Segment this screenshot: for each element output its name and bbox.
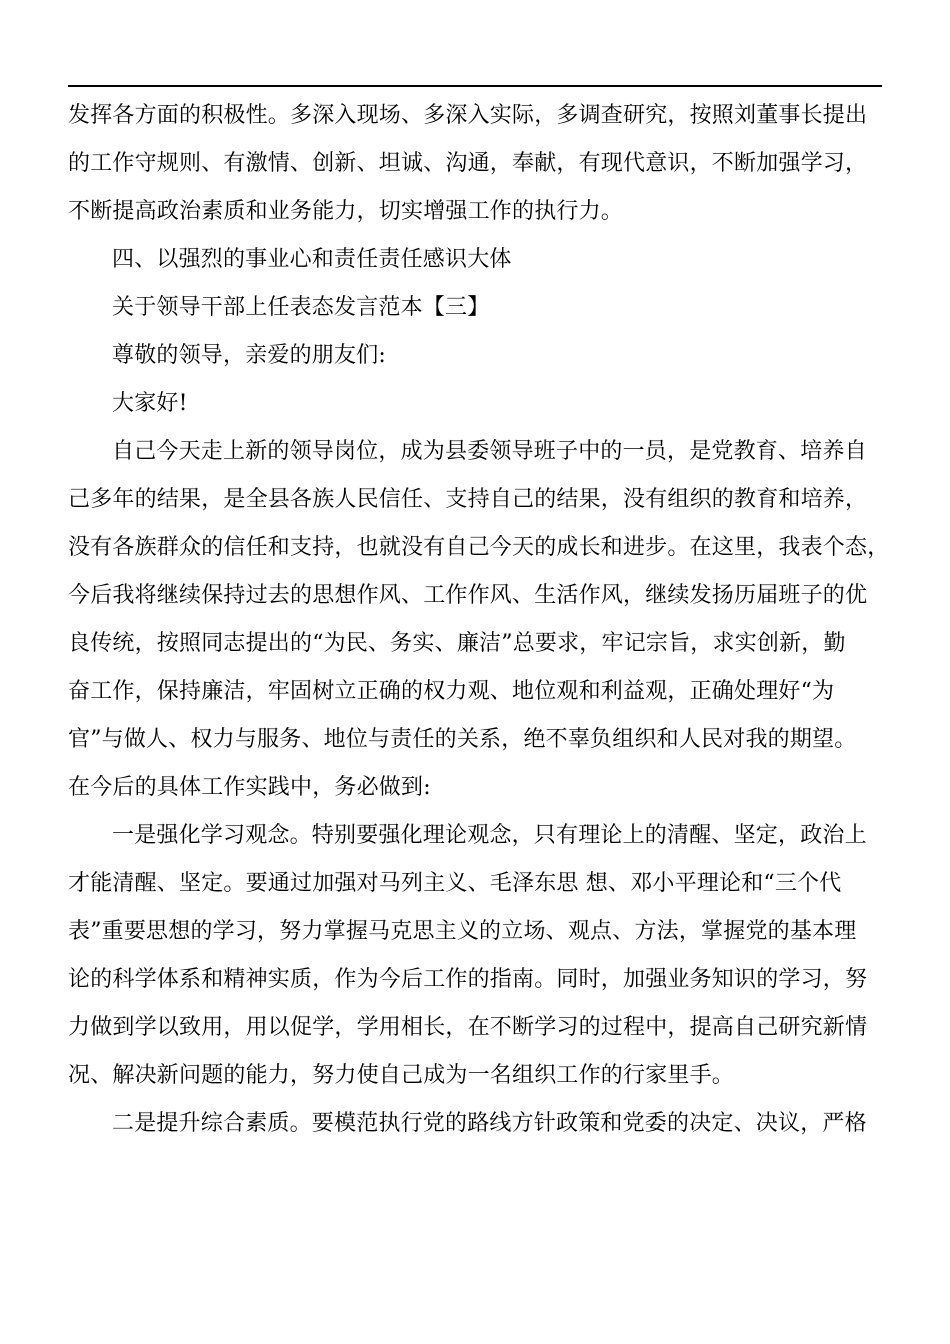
body-line: 自己今天走上新的领导岗位，成为县委领导班子中的一员，是党教育、培养自 [112, 439, 867, 464]
body-line: 一是强化学习观念。特别要强化理论观念，只有理论上的清醒、坚定，政治上 [112, 823, 867, 848]
body-line: 不断提高政治素质和业务能力，切实增强工作的执行力。 [68, 199, 624, 224]
header-rule [68, 85, 882, 87]
body-line: 力做到学以致用，用以促学，学用相长，在不断学习的过程中，提高自己研究新情 [68, 1015, 868, 1040]
body-line: 己多年的结果，是全县各族人民信任、支持自己的结果，没有组织的教育和培养， [68, 487, 868, 512]
document-body [68, 92, 888, 1148]
body-line: 在今后的具体工作实践中，务必做到: [68, 775, 431, 800]
salutation: 尊敬的领导，亲爱的朋友们: [112, 343, 387, 368]
body-line: 的工作守规则、有激情、创新、坦诚、沟通，奉献，有现代意识，不断加强学习， [68, 151, 868, 176]
body-line: 官”与做人、权力与服务、地位与责任的关系，绝不辜负组织和人民对我的期望。 [68, 727, 857, 752]
body-line: 论的科学体系和精神实质，作为今后工作的指南。同时，加强业务知识的学习，努 [68, 967, 868, 992]
body-line: 才能清醒、坚定。要通过加强对马列主义、毛泽东思 想、邓小平理论和“三个代 [68, 871, 842, 896]
section-heading: 四、以强烈的事业心和责任责任感识大体 [112, 247, 512, 272]
body-line: 没有各族群众的信任和支持，也就没有自己今天的成长和进步。在这里，我表个态， [68, 535, 890, 560]
body-line: 良传统，按照同志提出的“为民、务实、廉洁”总要求，牢记宗旨，求实创新，勤 [68, 631, 846, 656]
body-line: 奋工作，保持廉洁，牢固树立正确的权力观、地位观和利益观，正确处理好“为 [68, 679, 835, 704]
document-title: 关于领导干部上任表态发言范本【三】 [112, 295, 490, 320]
body-line: 二是提升综合素质。要模范执行党的路线方针政策和党委的决定、决议，严格 [112, 1111, 867, 1136]
body-line: 今后我将继续保持过去的思想作风、工作作风、生活作风，继续发扬历届班子的优 [68, 583, 868, 608]
body-line: 发挥各方面的积极性。多深入现场、多深入实际，多调查研究，按照刘董事长提出 [68, 103, 868, 128]
body-line: 表”重要思想的学习，努力掌握马克思主义的立场、观点、方法，掌握党的基本理 [68, 919, 857, 944]
body-line: 况、解决新问题的能力，努力使自己成为一名组织工作的行家里手。 [68, 1063, 735, 1088]
greeting: 大家好! [112, 391, 188, 416]
